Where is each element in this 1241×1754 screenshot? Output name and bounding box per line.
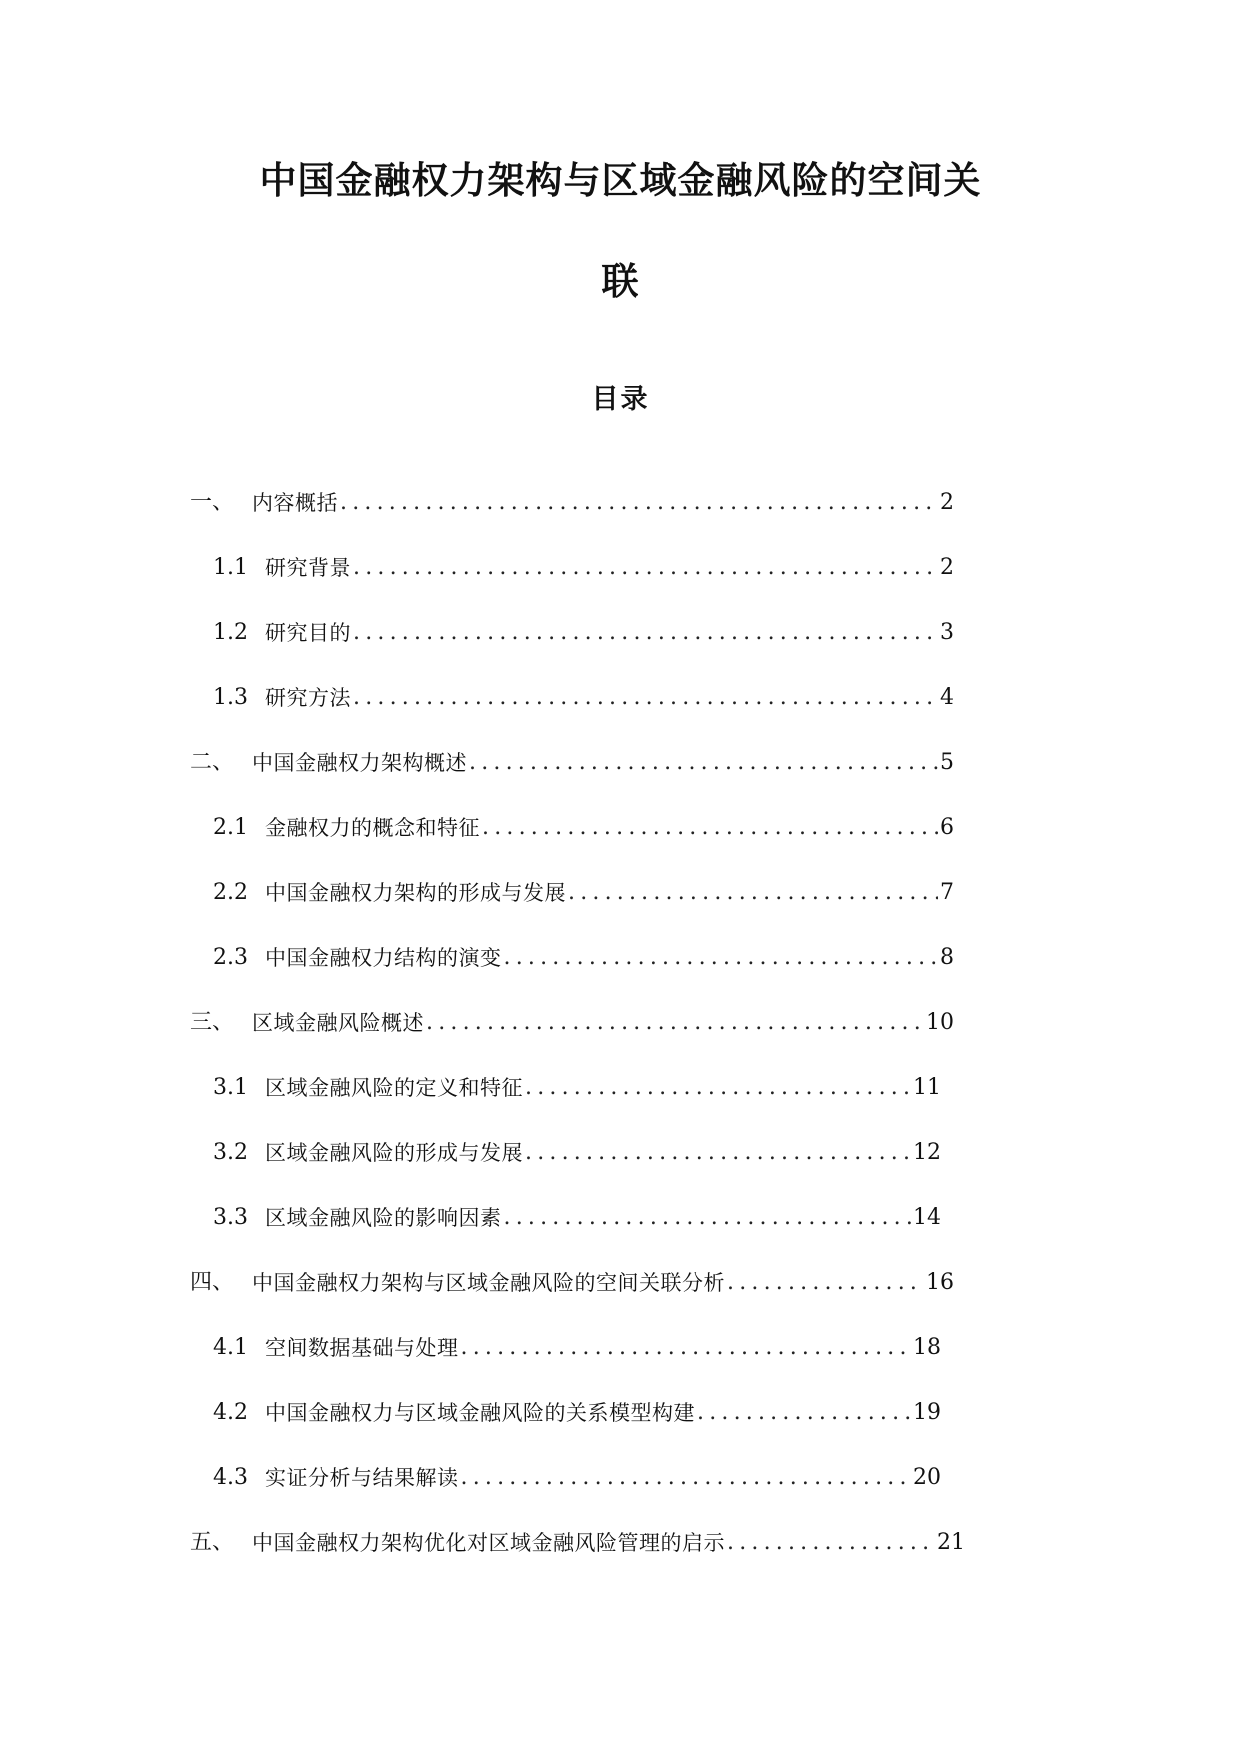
toc-entry-page: 14: [913, 1205, 941, 1230]
toc-entry-page: 20: [913, 1465, 941, 1490]
toc-entry-3[interactable]: [190, 1006, 954, 1040]
toc-entry-page: 7: [940, 880, 954, 905]
toc-entry-page: 3: [940, 620, 954, 645]
toc-entry-number: 三、: [190, 1010, 235, 1035]
toc-entry-number: 二、: [190, 750, 235, 775]
toc-entry-title: 区域金融风险的影响因素: [265, 1206, 502, 1230]
toc-entry-page: 2: [940, 490, 954, 515]
toc-entry-number: 4.1: [213, 1335, 248, 1360]
toc-dot-leader: [351, 681, 938, 715]
toc-dot-leader: [502, 1201, 912, 1235]
toc-entry-number: 五、: [190, 1530, 235, 1555]
toc-entry-title: 区域金融风险的形成与发展: [265, 1141, 523, 1165]
toc-dot-leader: [351, 551, 938, 585]
toc-entry-title: 中国金融权力架构优化对区域金融风险管理的启示: [252, 1531, 725, 1555]
toc-entry-title: 中国金融权力架构与区域金融风险的空间关联分析: [252, 1271, 725, 1295]
toc-entry-number: 1.1: [213, 555, 248, 580]
toc-entry-title: 区域金融风险的定义和特征: [265, 1076, 523, 1100]
toc-dot-leader: [459, 1461, 912, 1495]
toc-entry-4-2[interactable]: [213, 1396, 941, 1430]
toc-entry-page: 18: [913, 1335, 941, 1360]
toc-entry-page: 12: [913, 1140, 941, 1165]
toc-entry-2-1[interactable]: [213, 811, 954, 845]
document-title-line-2: 联: [601, 260, 640, 303]
toc-dot-leader: [459, 1331, 912, 1365]
toc-entry-1-1[interactable]: [213, 551, 954, 585]
toc-dot-leader: [695, 1396, 911, 1430]
toc-dot-leader: [566, 876, 938, 910]
toc-entry-2-3[interactable]: [213, 941, 954, 975]
toc-dot-leader: [338, 486, 938, 520]
toc-entry-number: 3.2: [213, 1140, 248, 1165]
toc-entry-title: 空间数据基础与处理: [265, 1336, 459, 1360]
document-title-line-1: 中国金融权力架构与区域金融风险的空间关: [259, 159, 982, 202]
toc-entry-page: 6: [940, 815, 954, 840]
toc-entry-number: 3.1: [213, 1075, 248, 1100]
toc-entry-title: 研究方法: [265, 686, 351, 710]
toc-entry-number: 2.1: [213, 815, 248, 840]
toc-entry-4[interactable]: [190, 1266, 954, 1300]
toc-dot-leader: [725, 1526, 935, 1560]
toc-entry-title: 中国金融权力架构的形成与发展: [265, 881, 566, 905]
toc-entry-page: 19: [913, 1400, 941, 1425]
toc-entry-page: 8: [940, 945, 954, 970]
toc-dot-leader: [523, 1136, 911, 1170]
toc-entry-2[interactable]: [190, 746, 954, 780]
toc-dot-leader: [725, 1266, 924, 1300]
toc-entry-4-3[interactable]: [213, 1461, 941, 1495]
toc-dot-leader: [467, 746, 938, 780]
toc-entry-number: 4.2: [213, 1400, 248, 1425]
toc-entry-3-3[interactable]: [213, 1201, 941, 1235]
toc-entry-2-2[interactable]: [213, 876, 954, 910]
toc-entry-page: 2: [940, 555, 954, 580]
toc-entry-number: 一、: [190, 490, 235, 515]
toc-dot-leader: [502, 941, 939, 975]
toc-entry-title: 内容概括: [252, 491, 338, 515]
toc-entry-3-2[interactable]: [213, 1136, 941, 1170]
toc-entry-number: 1.2: [213, 620, 248, 645]
toc-entry-number: 2.3: [213, 945, 248, 970]
toc-entry-1[interactable]: [190, 486, 954, 520]
toc-heading: 目录: [591, 384, 650, 415]
toc-entry-number: 3.3: [213, 1205, 248, 1230]
toc-entry-title: 金融权力的概念和特征: [265, 816, 480, 840]
toc-dot-leader: [351, 616, 938, 650]
toc-entry-number: 4.3: [213, 1465, 248, 1490]
toc-entry-5[interactable]: [190, 1526, 965, 1560]
toc-entry-page: 16: [926, 1270, 954, 1295]
toc-entry-title: 中国金融权力与区域金融风险的关系模型构建: [265, 1401, 695, 1425]
toc-dot-leader: [424, 1006, 924, 1040]
toc-entry-page: 21: [937, 1530, 965, 1555]
toc-entry-title: 中国金融权力结构的演变: [265, 946, 502, 970]
toc-dot-leader: [480, 811, 938, 845]
toc-entry-title: 研究目的: [265, 621, 351, 645]
toc-entry-1-3[interactable]: [213, 681, 954, 715]
toc-entry-4-1[interactable]: [213, 1331, 941, 1365]
toc-entry-title: 实证分析与结果解读: [265, 1466, 459, 1490]
toc-entry-number: 四、: [190, 1270, 235, 1295]
toc-entry-3-1[interactable]: [213, 1071, 941, 1105]
toc-entry-page: 11: [913, 1075, 941, 1100]
toc-entry-page: 4: [940, 685, 954, 710]
toc-entry-page: 10: [926, 1010, 954, 1035]
toc-entry-title: 中国金融权力架构概述: [252, 751, 467, 775]
toc-entry-page: 5: [940, 750, 954, 775]
toc-entry-title: 区域金融风险概述: [252, 1011, 424, 1035]
toc-entry-title: 研究背景: [265, 556, 351, 580]
toc-entry-number: 1.3: [213, 685, 248, 710]
toc-entry-1-2[interactable]: [213, 616, 954, 650]
toc-dot-leader: [523, 1071, 911, 1105]
toc-entry-number: 2.2: [213, 880, 248, 905]
